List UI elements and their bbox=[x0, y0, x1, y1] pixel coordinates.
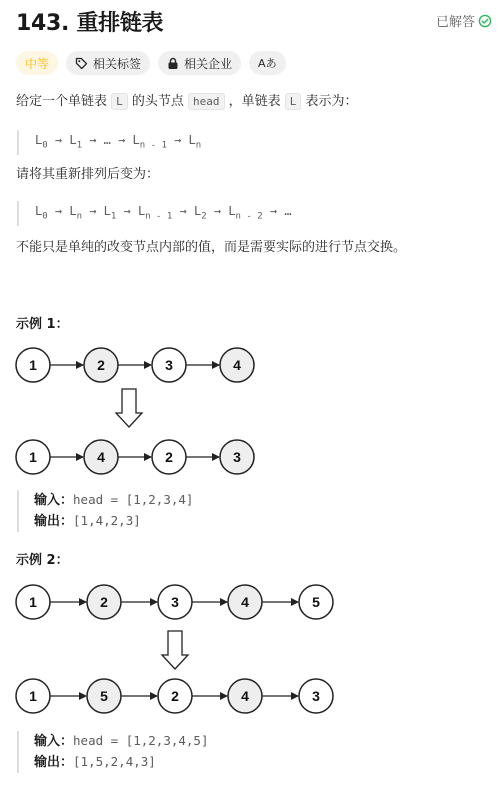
example-2-output: [1,5,2,4,3] bbox=[73, 754, 156, 769]
example-2-after-node bbox=[299, 679, 333, 713]
example-2-after-node bbox=[228, 679, 262, 713]
related-tags-button[interactable] bbox=[66, 51, 150, 75]
svg-text:5: 5 bbox=[312, 594, 320, 610]
translate-button[interactable] bbox=[249, 51, 286, 75]
example-1-io: 输入：head = [1,2,3,4] 输出：[1,4,2,3] bbox=[17, 490, 193, 532]
svg-text:4: 4 bbox=[97, 449, 105, 465]
description-paragraph-2: 请将其重新排列后变为： bbox=[16, 167, 160, 182]
example-1-input: head = [1,2,3,4] bbox=[73, 492, 194, 507]
solved-label: 已解答 bbox=[435, 15, 475, 30]
down-arrow-icon bbox=[162, 631, 188, 669]
example-1-after-node bbox=[152, 440, 186, 474]
svg-text:1: 1 bbox=[29, 594, 37, 610]
example-2-input: head = [1,2,3,4,5] bbox=[73, 733, 209, 748]
related-companies-button[interactable] bbox=[158, 51, 241, 75]
example-2-before-node bbox=[228, 585, 262, 619]
inline-code-head: head bbox=[188, 93, 225, 110]
list-definition: $L_0 \to L_1$ → … → $L_{n - 1} \to L_n$ bbox=[17, 130, 201, 155]
tag-row bbox=[16, 51, 286, 75]
difficulty-badge[interactable] bbox=[16, 51, 58, 75]
example-2-before-node bbox=[16, 585, 50, 619]
example-1-after-node bbox=[16, 440, 50, 474]
example-2-before-node bbox=[158, 585, 192, 619]
example-2-heading: 示例 2： bbox=[16, 553, 69, 568]
related-companies-label: 相关企业 bbox=[184, 56, 233, 71]
example-2-before-node bbox=[299, 585, 333, 619]
description-paragraph-3: 不能只是单纯的改变节点内部的值，而是需要实际的进行节点交换。 bbox=[16, 240, 407, 255]
svg-text:3: 3 bbox=[165, 357, 173, 373]
example-1-before-node bbox=[152, 348, 186, 382]
problem-title: 143. 重排链表 bbox=[16, 11, 164, 36]
example-2-diagram bbox=[0, 578, 502, 718]
solved-status bbox=[436, 11, 492, 30]
description-paragraph-1: 给定一个单链表 L 的头节点 head ，单链表 L 表示为： bbox=[16, 94, 358, 109]
svg-text:3: 3 bbox=[312, 688, 320, 704]
example-1-before-node bbox=[16, 348, 50, 382]
example-2-after-node bbox=[158, 679, 192, 713]
inline-code-l: L bbox=[285, 93, 302, 110]
svg-text:4: 4 bbox=[241, 688, 249, 704]
tag-icon bbox=[75, 57, 88, 70]
example-1-output: [1,4,2,3] bbox=[73, 513, 141, 528]
check-circle-icon bbox=[478, 14, 492, 28]
example-2-after-node bbox=[87, 679, 121, 713]
example-1-before-node bbox=[84, 348, 118, 382]
example-1-heading: 示例 1： bbox=[16, 317, 69, 332]
svg-text:2: 2 bbox=[100, 594, 108, 610]
example-2-io: 输入：head = [1,2,3,4,5] 输出：[1,5,2,4,3] bbox=[17, 731, 208, 773]
translate-icon: Aあ bbox=[258, 57, 277, 70]
example-2-before-node bbox=[87, 585, 121, 619]
svg-text:1: 1 bbox=[29, 688, 37, 704]
example-1-after-node bbox=[220, 440, 254, 474]
svg-text:3: 3 bbox=[233, 449, 241, 465]
svg-text:1: 1 bbox=[29, 449, 37, 465]
example-1-diagram bbox=[0, 340, 502, 480]
down-arrow-icon bbox=[116, 389, 142, 427]
example-2-after-node bbox=[16, 679, 50, 713]
svg-text:3: 3 bbox=[171, 594, 179, 610]
related-tags-label: 相关标签 bbox=[93, 56, 142, 71]
difficulty-label: 中等 bbox=[25, 56, 50, 71]
svg-text:2: 2 bbox=[165, 449, 173, 465]
inline-code-l: L bbox=[111, 93, 128, 110]
example-1-after-node bbox=[84, 440, 118, 474]
svg-text:1: 1 bbox=[29, 357, 37, 373]
example-1-before-node bbox=[220, 348, 254, 382]
svg-text:2: 2 bbox=[97, 357, 105, 373]
svg-text:4: 4 bbox=[241, 594, 249, 610]
lock-icon bbox=[167, 57, 179, 70]
reordered-list: $L_0 \to L_n \to L_1 \to L_{n - 1} \to L_2 \to L_{n - 2}$ → … bbox=[17, 201, 292, 226]
svg-text:5: 5 bbox=[100, 688, 108, 704]
svg-text:4: 4 bbox=[233, 357, 241, 373]
svg-text:2: 2 bbox=[171, 688, 179, 704]
